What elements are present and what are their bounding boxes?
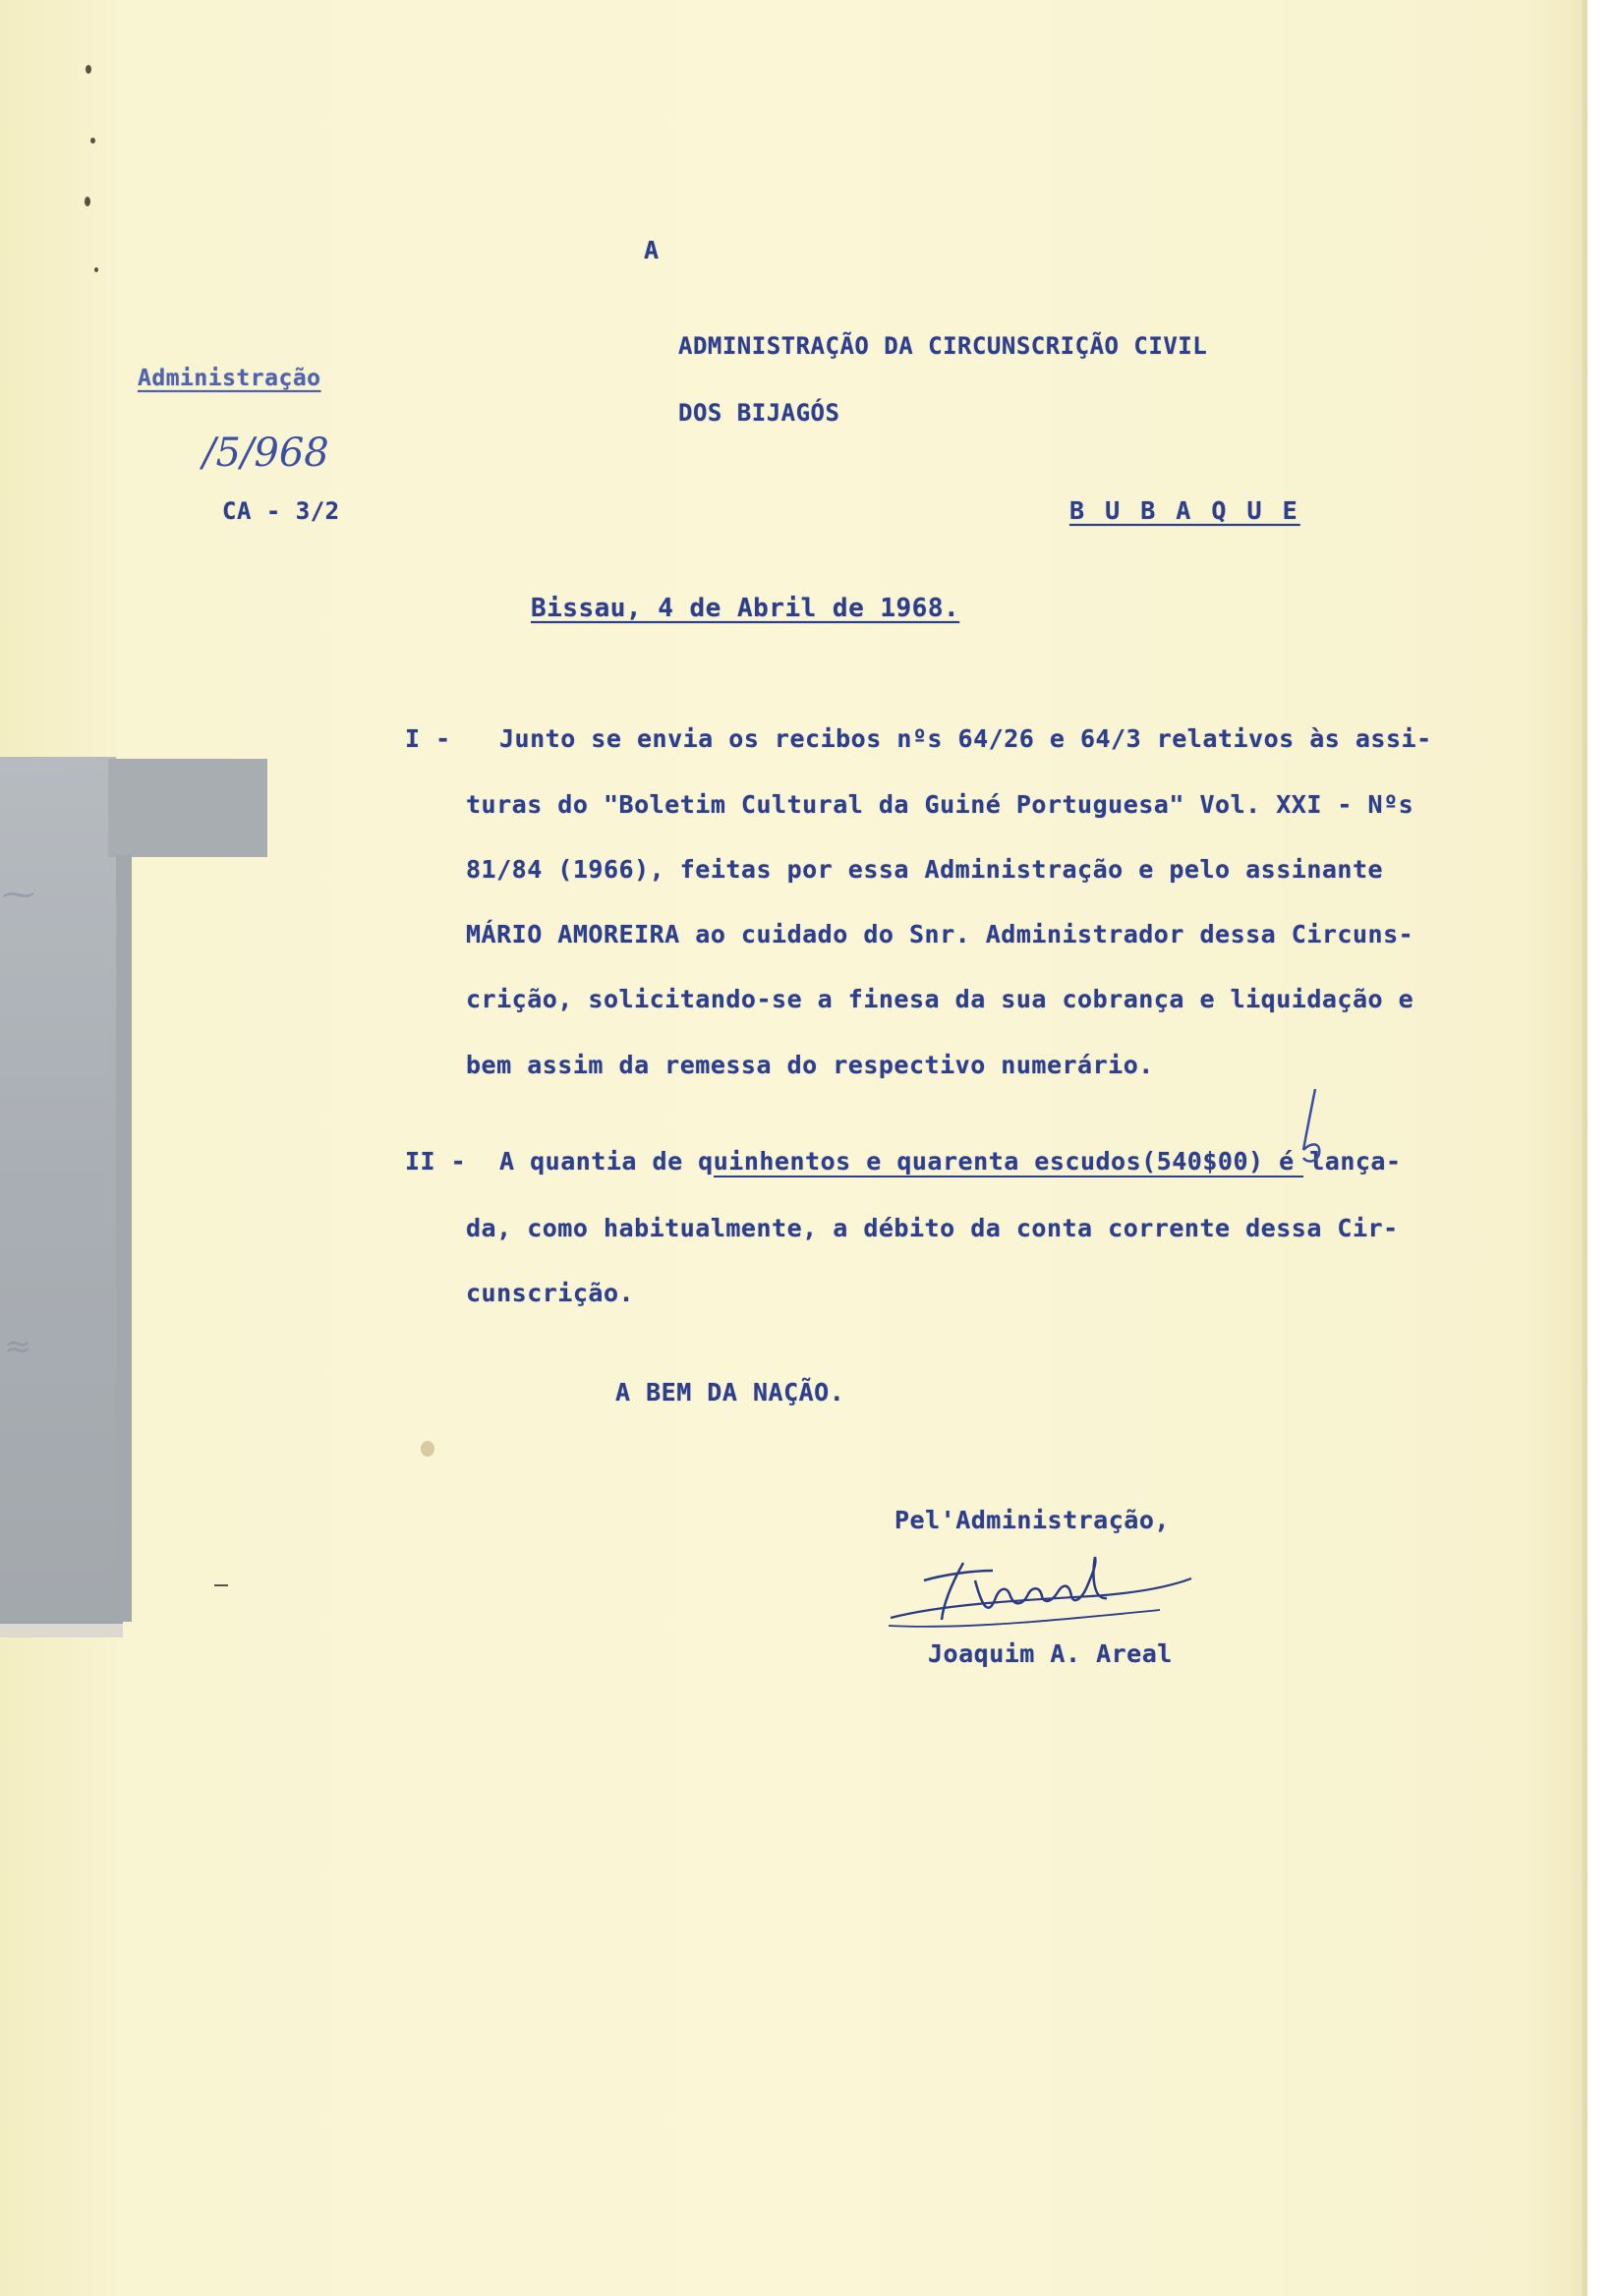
sender-office: Administração [138, 366, 321, 391]
paragraph-1-marker: I - [405, 724, 451, 753]
paragraph-1-line-2: turas do "Boletim Cultural da Guiné Portuguesa" Vol. XXI - Nºs [466, 790, 1414, 819]
paragraph-2-line-1: A quantia de quinhentos e quarenta escudos(540$00) é lança- [499, 1147, 1402, 1176]
margin-dot [90, 138, 95, 144]
margin-dot [94, 267, 98, 272]
paragraph-1-line-4: MÁRIO AMOREIRA ao cuidado do Snr. Administrador dessa Circuns- [466, 920, 1414, 948]
paragraph-2-marker: II - [405, 1147, 467, 1176]
paragraph-1-line-1: Junto se envia os recibos nºs 64/26 e 64/3 relativos às assi- [499, 724, 1432, 753]
scan-margin [1587, 0, 1615, 2296]
signature-for: Pel'Administração, [894, 1506, 1170, 1534]
paper-stain [421, 1441, 434, 1457]
underlying-faint-mark-1: ⁓ [2, 875, 35, 914]
paragraph-1-line-5: crição, solicitando-se a finesa da sua cobrança e liquidação e [466, 985, 1414, 1013]
recipient-line-1: ADMINISTRAÇÃO DA CIRCUNSCRIÇÃO CIVIL [678, 332, 1208, 360]
underlying-faint-mark-2: ≈ [4, 1327, 32, 1366]
paragraph-1-line-3: 81/84 (1966), feitas por essa Administração e pelo assinante [466, 855, 1384, 884]
margin-dot [85, 197, 90, 206]
closing-salute: A BEM DA NAÇÃO. [615, 1378, 845, 1406]
margin-dot [86, 65, 91, 74]
handwritten-correction-mark [1294, 1085, 1333, 1170]
amount-underline [714, 1176, 1303, 1177]
paragraph-1-line-6: bem assim da remessa do respectivo numerário. [466, 1051, 1154, 1079]
recipient-city: B U B A Q U E [1069, 496, 1300, 525]
recipient-line-2: DOS BIJAGÓS [678, 399, 840, 427]
signatory-name: Joaquim A. Areal [928, 1639, 1173, 1668]
reference-code: CA - 3/2 [222, 497, 340, 525]
salutation: A [644, 236, 660, 264]
letter-date: Bissau, 4 de Abril de 1968. [531, 594, 960, 623]
underlying-sheet-edge [0, 1622, 123, 1637]
underlying-sheet-lower [116, 855, 132, 1622]
reference-number: /5/968 [202, 430, 329, 476]
signature-scrawl [885, 1541, 1209, 1639]
paragraph-2-line-3: cunscrição. [466, 1279, 635, 1307]
margin-dash [214, 1584, 228, 1586]
paragraph-2-line-2: da, como habitualmente, a débito da conta corrente dessa Cir- [466, 1214, 1399, 1242]
underlying-sheet-tab [108, 759, 267, 857]
